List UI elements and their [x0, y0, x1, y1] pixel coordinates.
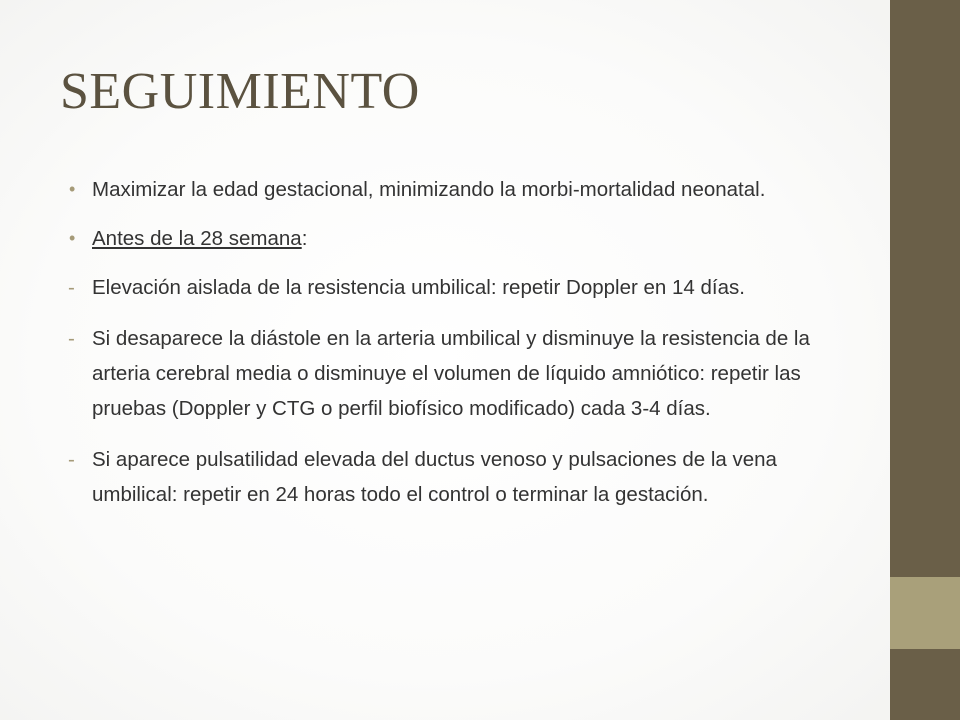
dash-text: Si aparece pulsatilidad elevada del ductus venoso y pulsaciones de la vena umbilical: repetir en 24 horas todo el control o terminar la gestación.: [92, 448, 777, 506]
dash-text: Elevación aislada de la resistencia umbilical: repetir Doppler en 14 días.: [92, 276, 745, 299]
bullet-icon: •: [69, 228, 76, 248]
side-accent-decoration: [890, 577, 960, 649]
dash-icon: -: [68, 327, 75, 350]
dash-icon: -: [68, 448, 75, 471]
bullet-text: Maximizar la edad gestacional, minimizando la morbi-mortalidad neonatal.: [92, 178, 766, 201]
bullet-item-maximizar: [60, 172, 830, 207]
slide-body: [60, 172, 830, 512]
underlined-heading: Antes de la 28 semana: [92, 227, 302, 250]
slide-title: SEGUIMIENTO: [60, 63, 420, 120]
dash-item-aparece: [60, 442, 830, 512]
dash-text: Si desaparece la diástole en la arteria umbilical y disminuye la resistencia de la arteria cerebral media o disminuye el volumen de líquido amniótico: repetir las pruebas (Doppler y CTG o perfil biofísico modificado) cada 3-4 días.: [92, 327, 810, 420]
heading-suffix: :: [301, 227, 308, 250]
dash-item-elevacion: [60, 270, 830, 305]
bullet-icon: •: [69, 179, 76, 199]
dash-item-desaparece: [60, 321, 830, 426]
bullet-item-antes: [60, 221, 830, 256]
dash-icon: -: [68, 276, 75, 299]
